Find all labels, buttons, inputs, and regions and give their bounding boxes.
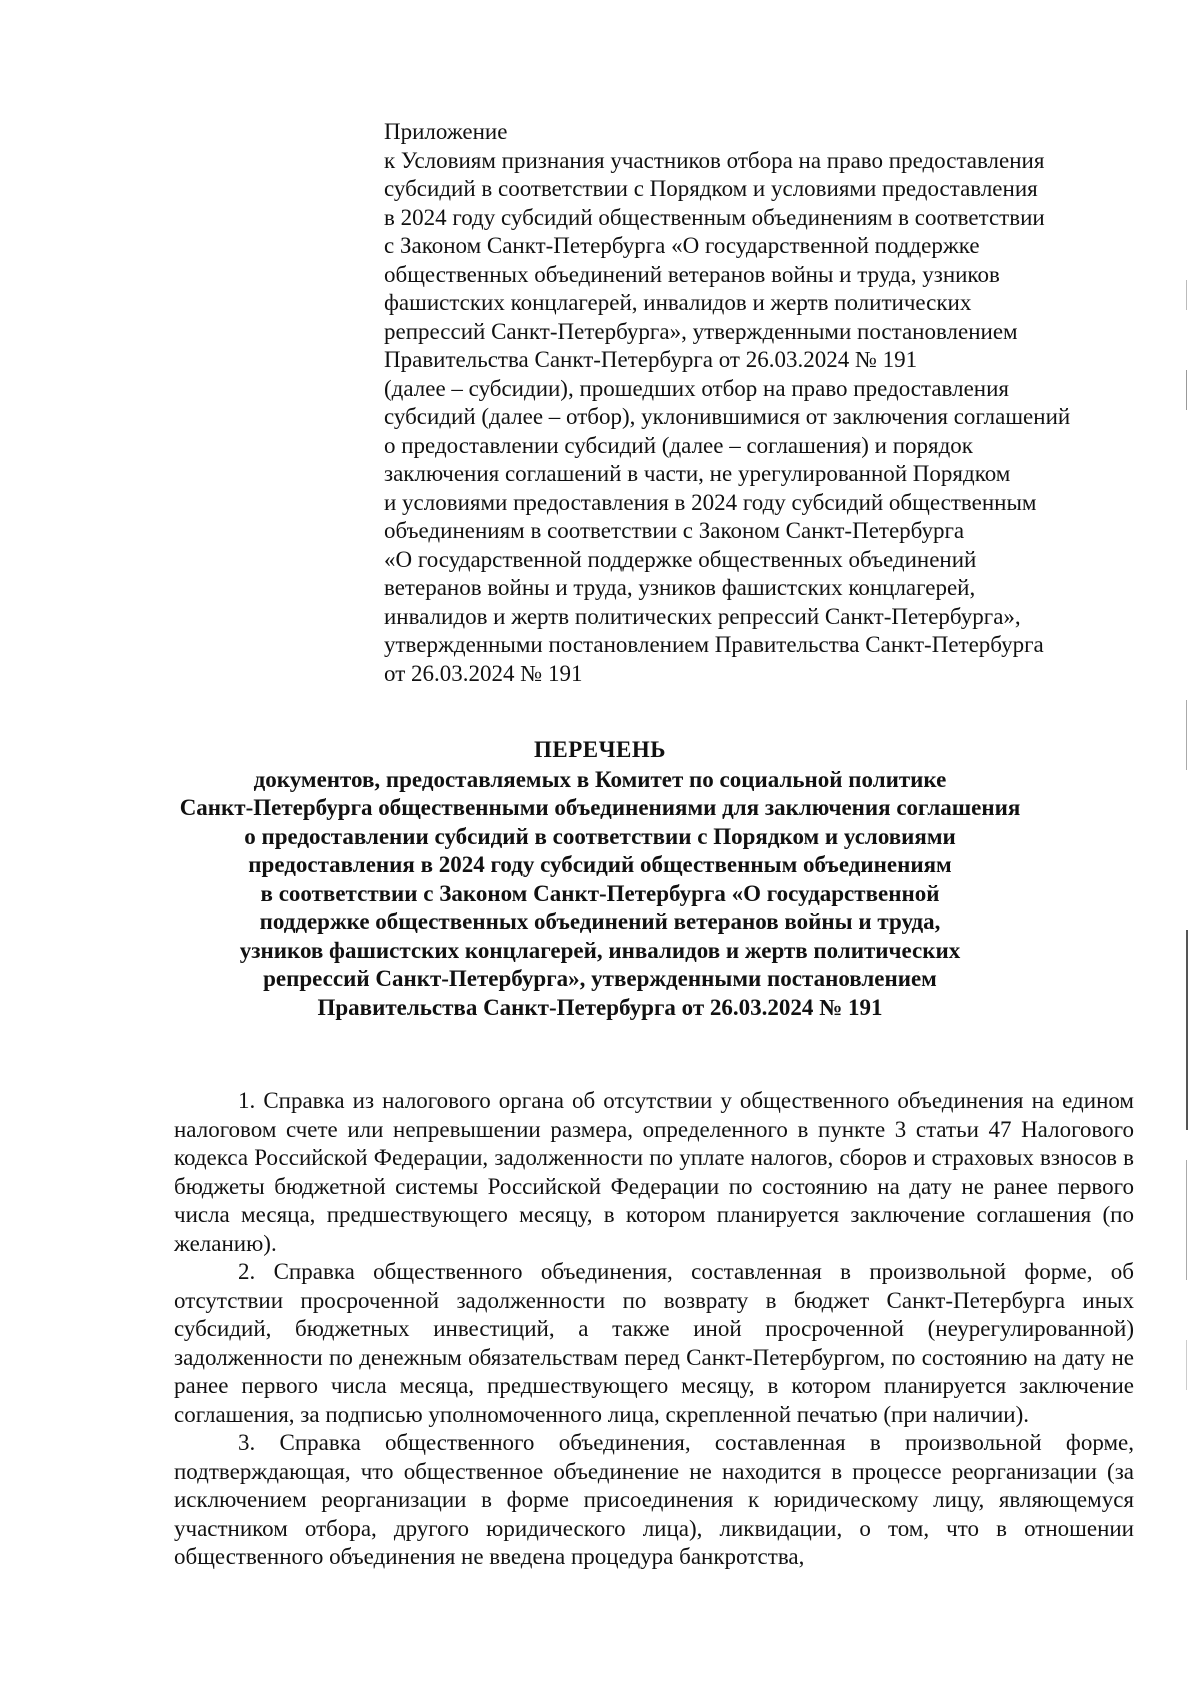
title-line: Правительства Санкт-Петербурга от 26.03.2024 № 191 xyxy=(317,994,883,1020)
list-item: 1. Справка из налогового органа об отсутствии у общественного объединения на едином налоговом счете или непревышении размера, определенного в пункте 3 статьи 47 Налогового кодекса Российской Федерации, задолженности по уплате налогов, сборов и страховых взносов в бюджеты бюджетной системы Российской Федерации по состоянию на дату не ранее первого числа месяца, предшествующего месяцу, в котором планируется заключение соглашения (по желанию). xyxy=(174,1088,1134,1256)
title-line: поддержке общественных объединений ветеранов войны и труда, xyxy=(259,909,941,934)
title-line: репрессий Санкт-Петербурга», утвержденными постановлением xyxy=(263,966,937,991)
appendix-header xyxy=(384,118,1124,688)
title-line: узников фашистских концлагерей, инвалидов и жертв политических xyxy=(239,937,961,963)
appendix-line: «О государственной поддержке общественных объединений xyxy=(384,546,977,572)
appendix-line: с Законом Санкт-Петербурга «О государственной поддержке xyxy=(384,233,980,258)
appendix-line: репрессий Санкт-Петербурга», утвержденными постановлением xyxy=(384,318,1018,344)
scan-mark xyxy=(1186,1340,1187,1390)
title-line: о предоставлении субсидий в соответствии с Порядком и условиями xyxy=(244,823,956,849)
appendix-line: субсидий в соответствии с Порядком и условиями предоставления xyxy=(384,176,1038,201)
appendix-line: в 2024 году субсидий общественным объединениям в соответствии xyxy=(384,204,1045,230)
appendix-line: и условиями предоставления в 2024 году субсидий общественным xyxy=(384,489,1037,515)
scan-mark xyxy=(1186,370,1187,410)
title-line: в соответствии с Законом Санкт-Петербурга «О государственной xyxy=(260,880,940,906)
appendix-line: объединениям в соответствии с Законом Санкт-Петербурга xyxy=(384,518,965,543)
appendix-line: Приложение xyxy=(384,119,508,144)
list-item: 3. Справка общественного объединения, составленная в произвольной форме, подтверждающая, что общественное объединение не находится в процессе реорганизации (за исключением реорганизации в форме присоединения к юридическому лицу, являющемуся участником отбора, другого юридического лица), ликвидации, о том, что в отношении общественного объединения не введена процедура банкротства, xyxy=(174,1430,1134,1569)
appendix-line: к Условиям признания участников отбора на право предоставления xyxy=(384,147,1045,173)
appendix-line: Правительства Санкт-Петербурга от 26.03.2024 № 191 xyxy=(384,347,918,372)
appendix-line: (далее – субсидии), прошедших отбор на право предоставления xyxy=(384,375,1009,401)
appendix-line: ветеранов войны и труда, узников фашистских концлагерей, xyxy=(384,575,976,600)
appendix-line: о предоставлении субсидий (далее – соглашения) и порядок xyxy=(384,432,973,458)
appendix-line: общественных объединений ветеранов войны и труда, узников xyxy=(384,261,1000,287)
appendix-line: фашистских концлагерей, инвалидов и жертв политических xyxy=(384,290,972,315)
document-title xyxy=(150,736,1050,1022)
document-body xyxy=(174,1087,1134,1572)
scan-mark xyxy=(1186,700,1187,770)
scan-mark xyxy=(1186,1160,1187,1280)
appendix-line: субсидий (далее – отбор), уклонившимися от заключения соглашений xyxy=(384,404,1071,429)
appendix-line: заключения соглашений в части, не урегулированной Порядком xyxy=(384,461,1011,486)
scan-mark xyxy=(1186,280,1187,310)
appendix-line: утвержденными постановлением Правительства Санкт-Петербурга xyxy=(384,632,1044,657)
list-item: 2. Справка общественного объединения, составленная в произвольной форме, об отсутствии просроченной задолженности по возврату в бюджет Санкт-Петербурга иных субсидий, бюджетных инвестиций, а также иной просроченной (неурегулированной) задолженности по денежным обязательствам перед Санкт-Петербургом, по состоянию на дату не ранее первого числа месяца, предшествующего месяцу, в котором планируется заключение соглашения, за подписью уполномоченного лица, скрепленной печатью (при наличии). xyxy=(174,1259,1134,1427)
title-heading: ПЕРЕЧЕНЬ xyxy=(534,737,666,762)
appendix-line: от 26.03.2024 № 191 xyxy=(384,660,583,686)
title-line: документов, предоставляемых в Комитет по социальной политике xyxy=(253,766,947,792)
title-line: предоставления в 2024 году субсидий общественным объединениям xyxy=(248,852,952,877)
scan-mark xyxy=(1186,930,1188,1130)
appendix-line: инвалидов и жертв политических репрессий Санкт-Петербурга», xyxy=(384,603,1021,629)
title-line: Санкт-Петербурга общественными объединениями для заключения соглашения xyxy=(179,795,1021,820)
